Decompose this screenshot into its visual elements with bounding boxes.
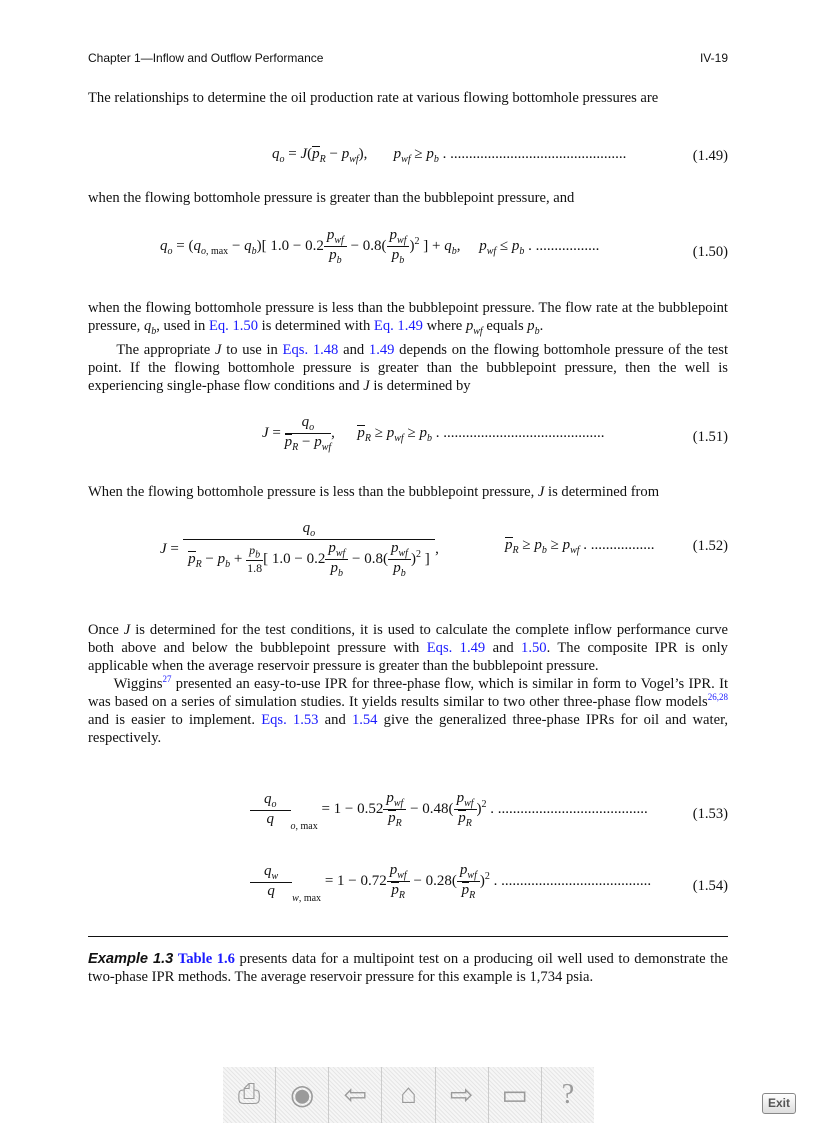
book-icon[interactable]: ▭ xyxy=(489,1067,542,1123)
help-icon[interactable]: ? xyxy=(542,1067,594,1123)
print-icon[interactable]: ⎙ xyxy=(223,1067,276,1123)
ref-1-50[interactable]: 1.50 xyxy=(521,640,547,656)
exit-button[interactable]: Exit xyxy=(762,1093,796,1114)
citation-27[interactable]: 27 xyxy=(162,674,172,684)
paragraph-2: when the flowing bottomhole pressure is greater than the bubblepoint pressure, and xyxy=(88,190,575,206)
paragraph-3: when the flowing bottomhole pressure is less than the bubblepoint pressure. The flow rate at the bubblepoint pressure, $q_b$, used in Eq. 1.50 is determined with Eq. 1.49 where $p_{wf}$ equals $p_b$. The appropriate J to use in Eqs. 1.48 and 1.49 depends on the flowing bottomhole pressure of the test point. If the flowing bottomhole pressure is greater than the bubblepoint pressure, then the well is experiencing single-phase flow conditions and J is determined by xyxy=(88,300,728,394)
forward-arrow-icon[interactable]: ⇨ xyxy=(436,1067,489,1123)
example-title: Example 1.3 xyxy=(88,951,174,967)
home-icon[interactable]: ⌂ xyxy=(382,1067,435,1123)
ref-table-1-6[interactable]: Table 1.6 xyxy=(177,951,235,967)
equation-1-52: J = $q_o$ $p_R - p_b$ + $\frac{p_b}{1.8}$ [ 1.0 − 0.2 $\frac{p_{wf}}{p_b}$ − 0.8( $\frac{p_{wf}}{p_b}$ )$^2$ ] , xyxy=(160,520,439,579)
ref-1-49[interactable]: 1.49 xyxy=(368,341,395,358)
equation-1-52-condition: $p_R \ge p_b \ge p_{wf}$ . ................. xyxy=(505,537,655,556)
ref-eqs-1-49[interactable]: Eqs. 1.49 xyxy=(426,640,486,656)
equation-1-50: $q_o = (q_{o, max} - q_b)$[ 1.0 − 0.2 $\frac{p_{wf}}{p_b}$ − 0.8( $\frac{p_{wf}}{p_b}$ )$^2$ ] + $q_b$, $p_{wf} \le p_b$ . ................. xyxy=(160,227,600,266)
paragraph-5: When the flowing bottomhole pressure is less than the bubblepoint pressure, J is determined from xyxy=(88,484,660,500)
ref-eq-1-49[interactable]: Eq. 1.49 xyxy=(373,318,423,334)
equation-number-1-52: (1.52) xyxy=(692,538,728,554)
equation-number-1-50: (1.50) xyxy=(692,244,728,260)
ref-eqs-1-53[interactable]: Eqs. 1.53 xyxy=(261,712,319,728)
ref-eq-1-50[interactable]: Eq. 1.50 xyxy=(208,318,258,334)
ref-1-54[interactable]: 1.54 xyxy=(351,712,378,728)
navigation-toolbar xyxy=(223,1067,594,1123)
equation-number-1-53: (1.53) xyxy=(692,806,728,822)
example-paragraph: Example 1.3 Table 1.6 presents data for a multipoint test on a producing oil well used to demonstrate the two-phase IPR methods. The average reservoir pressure for this example is 1,734 psia. xyxy=(88,951,728,985)
equation-1-54: $\frac{q_w}{q}$ $_{w, max}$ = 1 − 0.72 $\frac{p_{wf}}{p_R}$ − 0.28( $\frac{p_{wf}}{p_R}$ )$^2$ . ........................................ xyxy=(250,862,651,904)
paragraph-6: Once J is determined for the test conditions, it is used to calculate the complete inflow performance curve both above and below the bubblepoint pressure with Eqs. 1.49 and 1.50. The composite IPR is only applicable when the average reservoir pressure is greater than the bubblepoint pressure. Wiggins$^{27}$ presented an easy-to-use IPR for three-phase flow, which is similar in form to Vogel’s IPR. It was based on a series of simulation studies. It yields results similar to two other three-phase flow models$^{26,28}$ and is easier to implement. Eqs. 1.53 and 1.54 give the generalized three-phase IPRs for oil and water, respectively. xyxy=(88,622,728,746)
equation-1-51: J = $\frac{q_o}{p_R - p_{wf}}$ , $p_R \ge p_{wf} \ge p_b$ . ........................................... xyxy=(262,414,605,453)
view-icon[interactable]: ◉ xyxy=(276,1067,329,1123)
paragraph-1: The relationships to determine the oil production rate at various flowing bottomhole pressures are xyxy=(88,90,659,106)
equation-number-1-54: (1.54) xyxy=(692,878,728,894)
citation-26-28[interactable]: 26,28 xyxy=(707,692,728,702)
running-header-chapter: Chapter 1—Inflow and Outflow Performance xyxy=(88,51,324,65)
equation-1-53: $\frac{q_o}{q}$ $_{o, max}$ = 1 − 0.52 $\frac{p_{wf}}{p_R}$ − 0.48( $\frac{p_{wf}}{p_R}$ )$^2$ . ........................................ xyxy=(250,790,648,832)
ref-eqs-1-48[interactable]: Eqs. 1.48 xyxy=(282,341,339,358)
equation-number-1-51: (1.51) xyxy=(692,429,728,445)
equation-1-49: $q_o = J(p_R - p_{wf})$, $p_{wf} \ge p_b$ . ............................................... xyxy=(272,146,627,165)
page-number: IV-19 xyxy=(699,51,728,65)
equation-number-1-49: (1.49) xyxy=(692,148,728,164)
section-divider xyxy=(88,936,728,937)
back-arrow-icon[interactable]: ⇦ xyxy=(329,1067,382,1123)
